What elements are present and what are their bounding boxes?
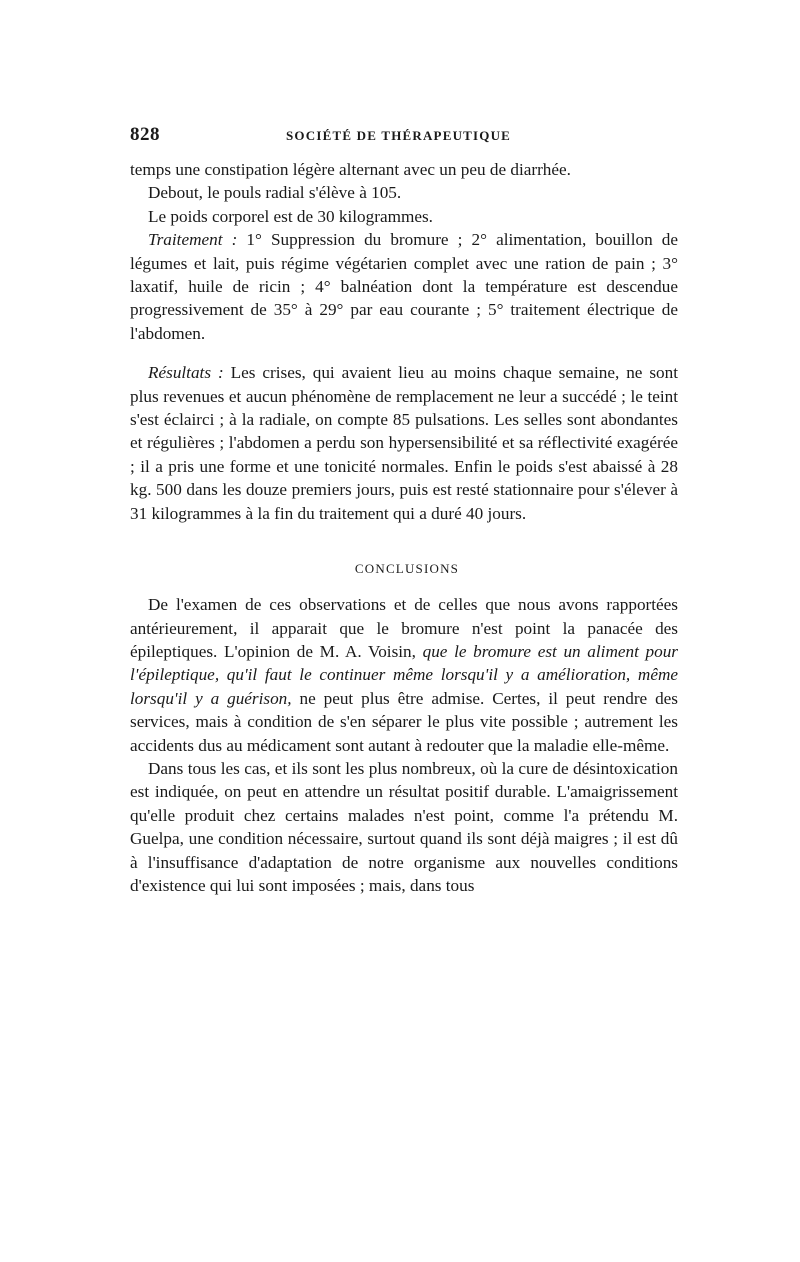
treatment-text: 1° Suppression du bromure ; 2° alimentation, bouillon de légumes et lait, puis régime végétarien complet avec une ration de pain ; 3° laxatif, huile de ricin ; 4° balnéation dont la température est descendue progressivement de 35° à 29° par eau courante ; 5° traitement électrique de l'abdomen. — [130, 230, 678, 343]
conclusions-text-b: ne peut plus être admise. Certes, il peut rendre des services, mais à condition de s'en séparer le plus vite possible ; autrement les accidents dus au médicament sont autant à redouter que la maladie elle-même. — [130, 688, 678, 755]
running-title: SOCIÉTÉ DE THÉRAPEUTIQUE — [286, 128, 512, 143]
running-head — [130, 124, 678, 152]
treatment-label: Traitement : — [148, 230, 238, 250]
conclusions-paragraph-1 — [130, 593, 678, 757]
conclusions-text-a: De l'examen de ces observations et de celles que nous avons rapportées antérieurement, il apparait que le bromure n'est point la panacée des épileptiques. L'opinion de M. A. Voisin, — [130, 595, 678, 661]
paragraph-continued: temps une constipation légère alternant avec un peu de diarrhée. — [130, 160, 571, 179]
results-text: Les crises, qui avaient lieu au moins chaque semaine, ne sont plus revenues et aucun phénomène de remplacement ne leur a succédé ; le teint s'est éclairci ; à la radiale, on compte 85 pulsations. Les selles sont abondantes et régulières ; l'abdomen a perdu son hypersensibilité et sa réflectivité exagérée ; il a pris une forme et une tonicité normales. Enfin le poids s'est abaissé à 28 kg. 500 dans les douze premiers jours, puis est resté stationnaire pour s'élever à 31 kilogrammes à la fin du traitement qui a duré 40 jours. — [130, 363, 678, 523]
voisin-quote: que le bromure est un aliment pour l'épileptique, qu'il faut le continuer même lorsqu'il y a amélioration, même lorsqu'il y a guérison, — [130, 641, 678, 708]
paragraph-results — [130, 361, 678, 525]
conclusions-heading: CONCLUSIONS — [354, 561, 460, 577]
paragraph-treatment — [130, 228, 678, 345]
results-label: Résultats : — [148, 363, 224, 383]
conclusions-paragraph-2: Dans tous les cas, et ils sont les plus nombreux, où la cure de désintoxication est indiquée, on peut en attendre un résultat positif durable. L'amaigrissement qu'elle produit chez certains malades n'est point, comme l'a prétendu M. Guelpa, une condition nécessaire, surtout quand ils sont déjà maigres ; il est dû à l'insuffisance d'adaptation de notre organisme aux nouvelles conditions d'existence qui lui sont imposées ; mais, dans tous — [130, 758, 678, 895]
page-number: 828 — [130, 124, 160, 145]
paragraph-pulse: Debout, le pouls radial s'élève à 105. — [148, 183, 402, 203]
book-page — [130, 124, 678, 897]
paragraph-weight: Le poids corporel est de 30 kilogrammes. — [148, 206, 433, 226]
